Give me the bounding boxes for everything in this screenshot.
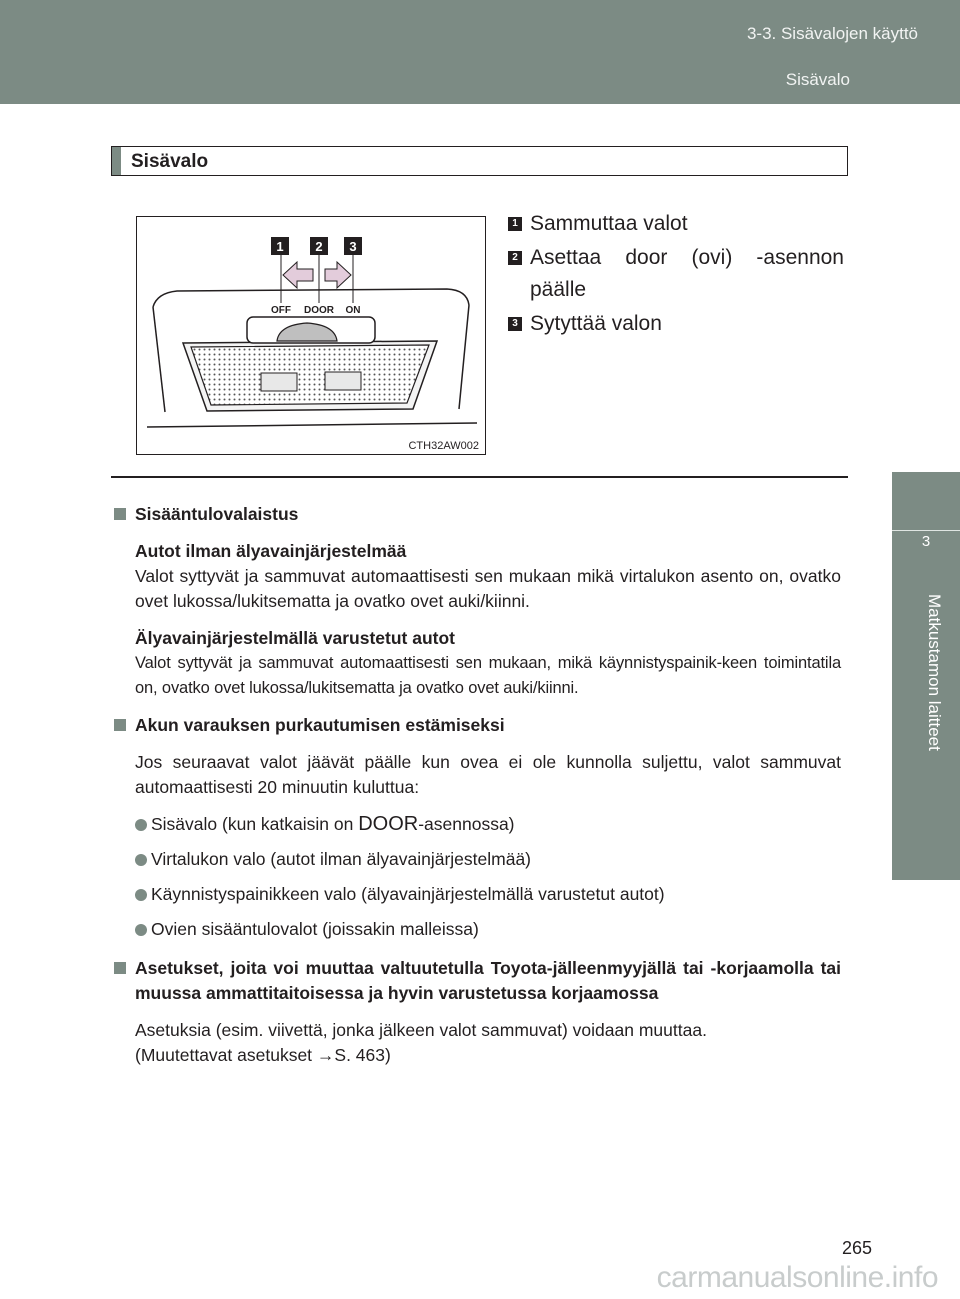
reference-text: (Muutettavat asetukset bbox=[135, 1045, 317, 1065]
chapter-number: 3 bbox=[921, 533, 931, 550]
figure-code: CTH32AW002 bbox=[408, 440, 479, 452]
bullet-dot-icon bbox=[135, 889, 147, 901]
subsection-heading bbox=[113, 956, 841, 1006]
legend-item bbox=[508, 242, 844, 306]
subsection-heading bbox=[113, 713, 841, 738]
bullet-text: Virtalukon valo (autot ilman älyavainjärjestelmää) bbox=[151, 849, 532, 869]
square-bullet-icon bbox=[114, 508, 126, 520]
page-header-bar bbox=[0, 0, 960, 104]
page-number: 265 bbox=[842, 1238, 873, 1258]
legend-text: Sytyttää valon bbox=[530, 312, 662, 335]
heading-title: Sisävalo bbox=[131, 151, 209, 172]
legend-item bbox=[508, 308, 844, 340]
legend-number: 3 bbox=[508, 317, 522, 331]
callout-2: 2 bbox=[315, 239, 323, 254]
chapter-tab bbox=[892, 472, 960, 880]
settings-reference bbox=[135, 1043, 841, 1068]
entry-subhead-1: Autot ilman älyavainjärjestelmää bbox=[135, 541, 407, 561]
legend-text: Sammuttaa valot bbox=[530, 212, 688, 235]
door-label: DOOR bbox=[358, 813, 419, 835]
watermark: carmanualsonline.info bbox=[656, 1261, 938, 1294]
legend-number: 1 bbox=[508, 217, 522, 231]
bullet-text: Ovien sisääntulovalot (joissakin malleissa) bbox=[151, 919, 479, 939]
heading-accent bbox=[112, 147, 121, 175]
bullet-text: -asennossa) bbox=[418, 814, 515, 834]
list-item bbox=[113, 847, 841, 872]
body-text bbox=[113, 502, 841, 1068]
legend-number: 2 bbox=[508, 251, 522, 265]
entry-content bbox=[113, 539, 841, 701]
section-title: 3-3. Sisävalojen käyttö bbox=[746, 24, 918, 43]
list-item bbox=[113, 882, 841, 907]
list-item bbox=[113, 917, 841, 942]
entry-paragraph-2: Valot syttyvät ja sammuvat automaattisesti sen mukaan, mikä käynnistyspainik-keen toimintatila on, ovatko ovet lukossa/lukitsematta ja ovatko ovet auki/kiinni. bbox=[135, 654, 841, 697]
entry-title: Sisääntulovalaistus bbox=[135, 504, 299, 524]
subsection-title: Sisävalo bbox=[785, 70, 850, 89]
callout-1: 1 bbox=[276, 239, 284, 254]
figure-legend bbox=[508, 208, 844, 342]
bullet-text: Käynnistyspainikkeen valo (älyavainjärjestelmällä varustetut autot) bbox=[151, 884, 665, 904]
square-bullet-icon bbox=[114, 962, 126, 974]
legend-text-cont: päälle bbox=[530, 278, 587, 301]
settings-paragraph: Asetuksia (esim. viivettä, jonka jälkeen valot sammuvat) voidaan muuttaa. bbox=[135, 1020, 707, 1040]
settings-content bbox=[113, 1018, 841, 1068]
legend-text: Asettaa door (ovi) -asennon bbox=[530, 246, 844, 269]
switch-label-on: ON bbox=[345, 305, 361, 316]
square-bullet-icon bbox=[114, 719, 126, 731]
legend-item bbox=[508, 208, 844, 240]
bullet-dot-icon bbox=[135, 819, 147, 831]
page-reference-link[interactable]: S. 463) bbox=[334, 1045, 391, 1065]
switch-label-door: DOOR bbox=[304, 305, 334, 316]
section-divider bbox=[111, 476, 848, 478]
section-heading bbox=[111, 146, 848, 176]
interior-light-figure bbox=[136, 216, 486, 455]
switch-label-off: OFF bbox=[271, 305, 291, 316]
arrow-right-icon: → bbox=[316, 1045, 335, 1065]
callout-3: 3 bbox=[349, 239, 357, 254]
entry-paragraph-1: Valot syttyvät ja sammuvat automaattisesti sen mukaan mikä virtalukon asento on, ovatko ovet lukossa/lukitsematta ja ovatko ovet auki/kiinni. bbox=[135, 566, 841, 611]
bullet-dot-icon bbox=[135, 924, 147, 936]
interior-light-illustration bbox=[137, 217, 485, 454]
bullet-dot-icon bbox=[135, 854, 147, 866]
settings-title: Asetukset, joita voi muuttaa valtuutetulla Toyota-jälleenmyyjällä tai -korjaamolla tai muussa ammattitaitoisessa ja hyvin varustetussa korjaamossa bbox=[135, 958, 841, 1003]
bullet-text: Sisävalo (kun katkaisin on bbox=[151, 814, 359, 834]
entry-subhead-2: Älyavainjärjestelmällä varustetut autot bbox=[135, 628, 455, 648]
list-item bbox=[113, 812, 841, 837]
chapter-title: Matkustamon laitteet bbox=[925, 594, 944, 751]
battery-title: Akun varauksen purkautumisen estämiseksi bbox=[135, 715, 505, 735]
battery-intro: Jos seuraavat valot jäävät päälle kun ovea ei ole kunnolla suljettu, valot sammuvat automaattisesti 20 minuutin kuluttua: bbox=[135, 752, 841, 797]
subsection-heading bbox=[113, 502, 841, 527]
